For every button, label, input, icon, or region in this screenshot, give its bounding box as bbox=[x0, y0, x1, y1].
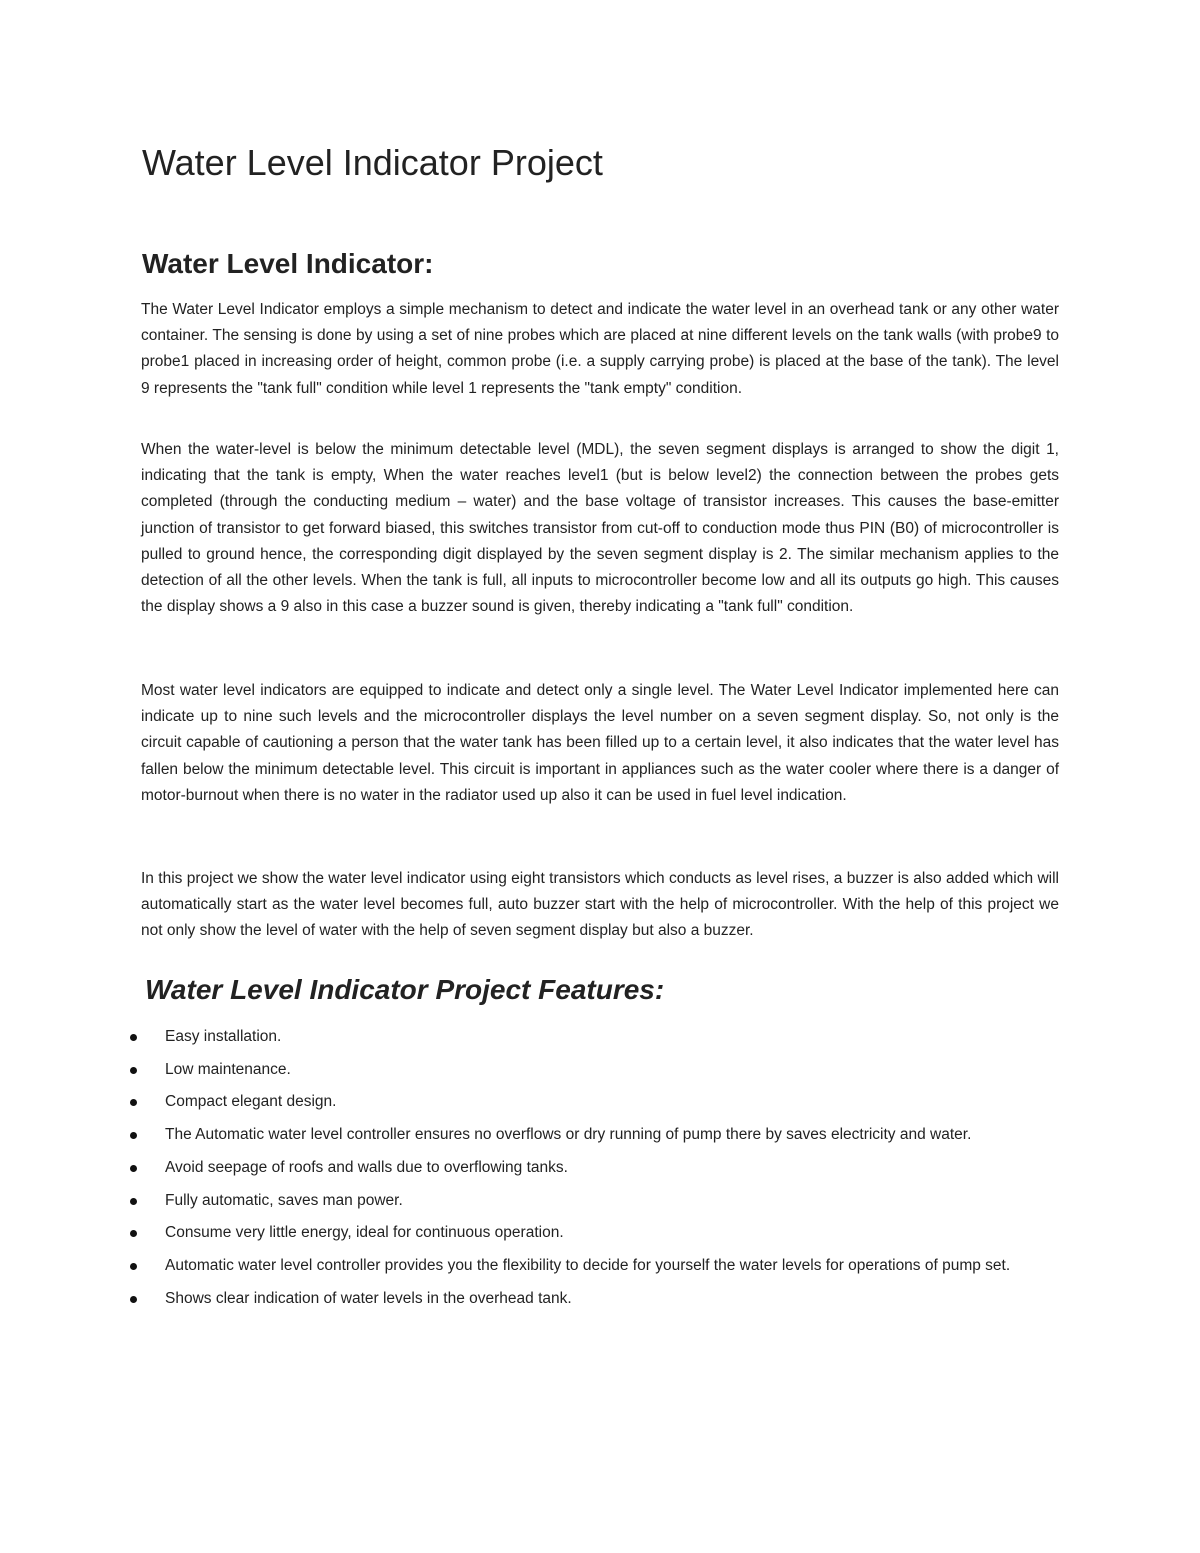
list-item bbox=[0, 1089, 1060, 1115]
bullet-icon bbox=[130, 1230, 137, 1237]
list-item bbox=[0, 1286, 1060, 1312]
list-item bbox=[0, 1253, 1060, 1279]
bullet-icon bbox=[130, 1296, 137, 1303]
list-item-text: The Automatic water level controller ensures no overflows or dry running of pump there by saves electricity and water. bbox=[165, 1126, 972, 1144]
body-paragraph: When the water-level is below the minimum detectable level (MDL), the seven segment displays is arranged to show the digit 1, indicating that the tank is empty, When the water reaches level1 (but is below level2) the connection between the probes gets completed (through the conducting medium – water) and the base voltage of transistor increases. This causes the base-emitter junction of transistor to get forward biased, this switches transistor from cut-off to conduction mode thus PIN (B0) of microcontroller is pulled to ground hence, the corresponding digit displayed by the seven segment display is 2. The similar mechanism applies to the detection of all the other levels. When the tank is full, all inputs to microcontroller become low and all its outputs go high. This causes the display shows a 9 also in this case a buzzer sound is given, thereby indicating a "tank full" condition. bbox=[141, 441, 1059, 616]
list-item-text: Low maintenance. bbox=[165, 1060, 291, 1078]
features-list bbox=[0, 1024, 1200, 1318]
list-item bbox=[0, 1057, 1060, 1083]
list-item-text: Easy installation. bbox=[165, 1028, 282, 1045]
list-item-text: Automatic water level controller provides you the flexibility to decide for yourself the water levels for operations of pump set. bbox=[165, 1256, 1011, 1274]
list-item bbox=[0, 1155, 1060, 1181]
list-item bbox=[0, 1220, 1060, 1246]
list-item bbox=[0, 1188, 1060, 1214]
section-heading: Water Level Indicator: bbox=[142, 248, 434, 279]
bullet-icon bbox=[130, 1067, 137, 1074]
list-item bbox=[0, 1024, 1060, 1050]
list-item-text: Avoid seepage of roofs and walls due to overflowing tanks. bbox=[165, 1158, 568, 1176]
body-paragraph: Most water level indicators are equipped to indicate and detect only a single level. The Water Level Indicator implemented here can indicate up to nine such levels and the microcontroller displays the level number on a seven segment display. So, not only is the circuit capable of cautioning a person that the water tank has been filled up to a certain level, it also indicates that the water level has fallen below the minimum detectable level. This circuit is important in appliances such as the water cooler where there is a danger of motor-burnout when there is no water in the radiator used up also it can be used in fuel level indication. bbox=[141, 682, 1059, 804]
features-heading: Water Level Indicator Project Features: bbox=[145, 974, 665, 1005]
list-item-text: Compact elegant design. bbox=[165, 1093, 337, 1111]
body-paragraph: The Water Level Indicator employs a simple mechanism to detect and indicate the water level in an overhead tank or any other water container. The sensing is done by using a set of nine probes which are placed at nine different levels on the tank walls (with probe9 to probe1 placed in increasing order of height, common probe (i.e. a supply carrying probe) is placed at the base of the tank). The level 9 represents the "tank full" condition while level 1 represents the "tank empty" condition. bbox=[141, 301, 1059, 397]
document-title: Water Level Indicator Project bbox=[142, 142, 603, 183]
list-item-text: Consume very little energy, ideal for continuous operation. bbox=[165, 1224, 564, 1242]
bullet-icon bbox=[130, 1165, 137, 1172]
list-item bbox=[0, 1122, 1060, 1148]
list-item-text: Shows clear indication of water levels in the overhead tank. bbox=[165, 1289, 572, 1307]
bullet-icon bbox=[130, 1034, 137, 1041]
list-item-text: Fully automatic, saves man power. bbox=[165, 1191, 403, 1209]
bullet-icon bbox=[130, 1099, 137, 1106]
bullet-icon bbox=[130, 1132, 137, 1139]
body-paragraph: In this project we show the water level indicator using eight transistors which conducts as level rises, a buzzer is also added which will automatically start as the water level becomes full, auto buzzer start with the help of microcontroller. With the help of this project we not only show the level of water with the help of seven segment display but also a buzzer. bbox=[141, 870, 1059, 940]
bullet-icon bbox=[130, 1198, 137, 1205]
bullet-icon bbox=[130, 1263, 137, 1270]
